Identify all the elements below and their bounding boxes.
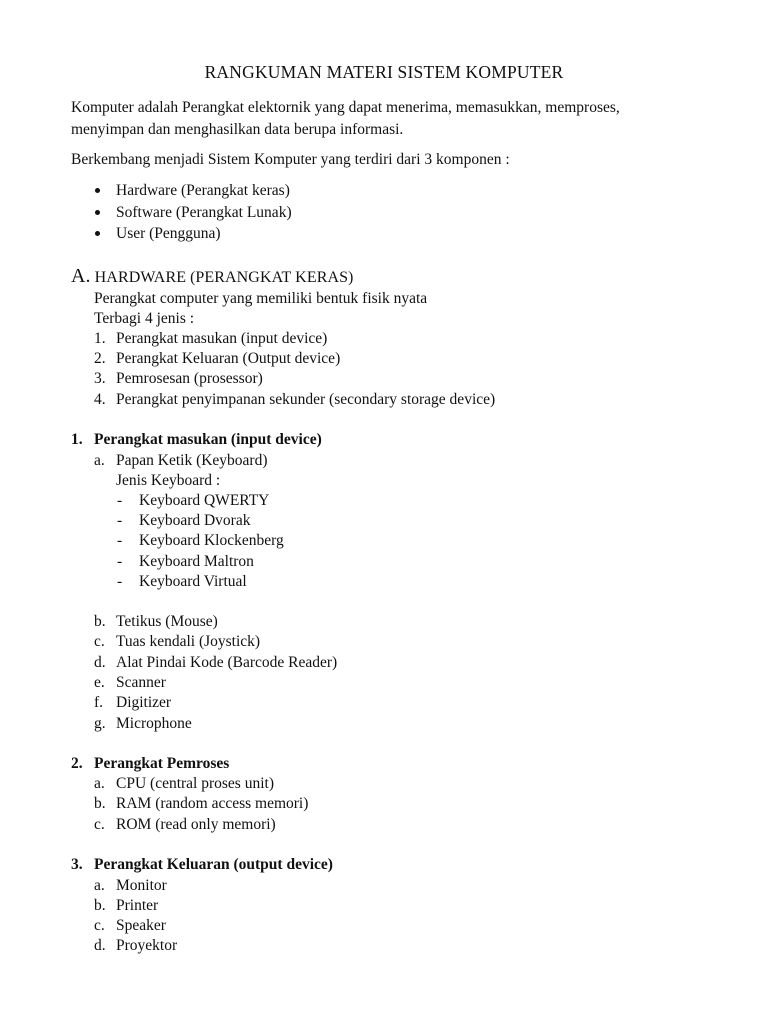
- input-item: Digitizer: [116, 694, 172, 711]
- dash-marker: -: [117, 573, 123, 590]
- bullet-icon: [95, 231, 100, 236]
- keyboard-types-intro: Jenis Keyboard :: [116, 472, 221, 489]
- processing-item: RAM (random access memori): [116, 795, 309, 812]
- type-item: Perangkat masukan (input device): [116, 330, 328, 347]
- output-item: Printer: [116, 897, 159, 914]
- keyboard-type: Keyboard Dvorak: [139, 512, 251, 529]
- component-label: Hardware (Perangkat keras): [116, 182, 290, 199]
- list-item: [92, 202, 292, 224]
- list-item: [92, 180, 292, 202]
- output-section-marker: 3.: [71, 856, 83, 873]
- input-item: Tuas kendali (Joystick): [116, 633, 261, 650]
- keyboard-type: Keyboard Virtual: [139, 573, 247, 590]
- keyboard-type: Keyboard Maltron: [139, 553, 254, 570]
- input-item-marker: f.: [94, 694, 104, 711]
- section-a-heading: [71, 265, 353, 288]
- input-item: Microphone: [116, 715, 192, 732]
- input-item-marker: c.: [94, 633, 105, 650]
- section-a-letter: A.: [71, 265, 91, 287]
- section-a-description: Perangkat computer yang memiliki bentuk fisik nyata: [94, 290, 428, 307]
- intro-line-2: menyimpan dan menghasilkan data berupa informasi.: [71, 121, 404, 138]
- type-marker: 4.: [94, 391, 106, 408]
- intro-line-1: Komputer adalah Perangkat elektornik yang dapat menerima, memasukkan, memproses,: [71, 99, 620, 116]
- type-marker: 3.: [94, 370, 106, 387]
- input-item-marker: b.: [94, 613, 106, 630]
- output-item-marker: d.: [94, 937, 106, 954]
- output-item-marker: c.: [94, 917, 105, 934]
- processing-item-marker: a.: [94, 775, 105, 792]
- type-item: Perangkat penyimpanan sekunder (secondary storage device): [116, 391, 496, 408]
- input-item: Tetikus (Mouse): [116, 613, 218, 630]
- keyboard-marker: a.: [94, 452, 105, 469]
- page-title: RANGKUMAN MATERI SISTEM KOMPUTER: [204, 62, 564, 82]
- component-label: Software (Perangkat Lunak): [116, 203, 292, 221]
- dash-marker: -: [117, 492, 123, 509]
- bullet-icon: [95, 210, 100, 215]
- type-marker: 2.: [94, 350, 106, 367]
- dash-marker: -: [117, 532, 123, 549]
- output-item: Monitor: [116, 877, 167, 894]
- component-label: User (Pengguna): [116, 225, 221, 242]
- bullet-icon: [95, 188, 100, 193]
- section-a-word2: PERANGKAT KERAS: [195, 269, 349, 286]
- section-a-paren-close: ): [348, 269, 354, 286]
- processing-item: CPU (central proses unit): [116, 775, 274, 792]
- processing-item: ROM (read only memori): [116, 816, 276, 833]
- keyboard-item: Papan Ketik (Keyboard): [116, 452, 268, 469]
- input-item-marker: d.: [94, 654, 106, 671]
- keyboard-type: Keyboard Klockenberg: [139, 532, 284, 549]
- section-a-word1: HARDWARE: [94, 269, 187, 286]
- type-item: Pemrosesan (prosessor): [116, 370, 263, 387]
- input-section-marker: 1.: [71, 431, 83, 448]
- dash-marker: -: [117, 512, 123, 529]
- type-item: Perangkat Keluaran (Output device): [116, 350, 341, 367]
- output-item-marker: a.: [94, 877, 105, 894]
- components-list: [92, 180, 292, 245]
- input-item-marker: e.: [94, 674, 105, 691]
- processing-item-marker: b.: [94, 795, 106, 812]
- output-item: Proyektor: [116, 937, 178, 954]
- section-a-types-intro: Terbagi 4 jenis :: [94, 310, 195, 327]
- output-item-marker: b.: [94, 897, 106, 914]
- input-section-heading: Perangkat masukan (input device): [94, 431, 322, 448]
- intro-paragraph: [71, 97, 711, 141]
- type-marker: 1.: [94, 330, 106, 347]
- input-item: Alat Pindai Kode (Barcode Reader): [116, 654, 338, 671]
- input-item-marker: g.: [94, 715, 106, 732]
- processing-section-heading: Perangkat Pemroses: [94, 755, 230, 772]
- input-item: Scanner: [116, 674, 166, 691]
- list-item: [92, 223, 292, 245]
- processing-item-marker: c.: [94, 816, 105, 833]
- output-item: Speaker: [116, 917, 166, 934]
- components-intro: Berkembang menjadi Sistem Komputer yang terdiri dari 3 komponen :: [71, 151, 510, 168]
- output-section-heading: Perangkat Keluaran (output device): [94, 856, 333, 873]
- section-a-paren-open: (: [186, 269, 196, 286]
- dash-marker: -: [117, 553, 123, 570]
- keyboard-type: Keyboard QWERTY: [139, 492, 270, 509]
- processing-section-marker: 2.: [71, 755, 83, 772]
